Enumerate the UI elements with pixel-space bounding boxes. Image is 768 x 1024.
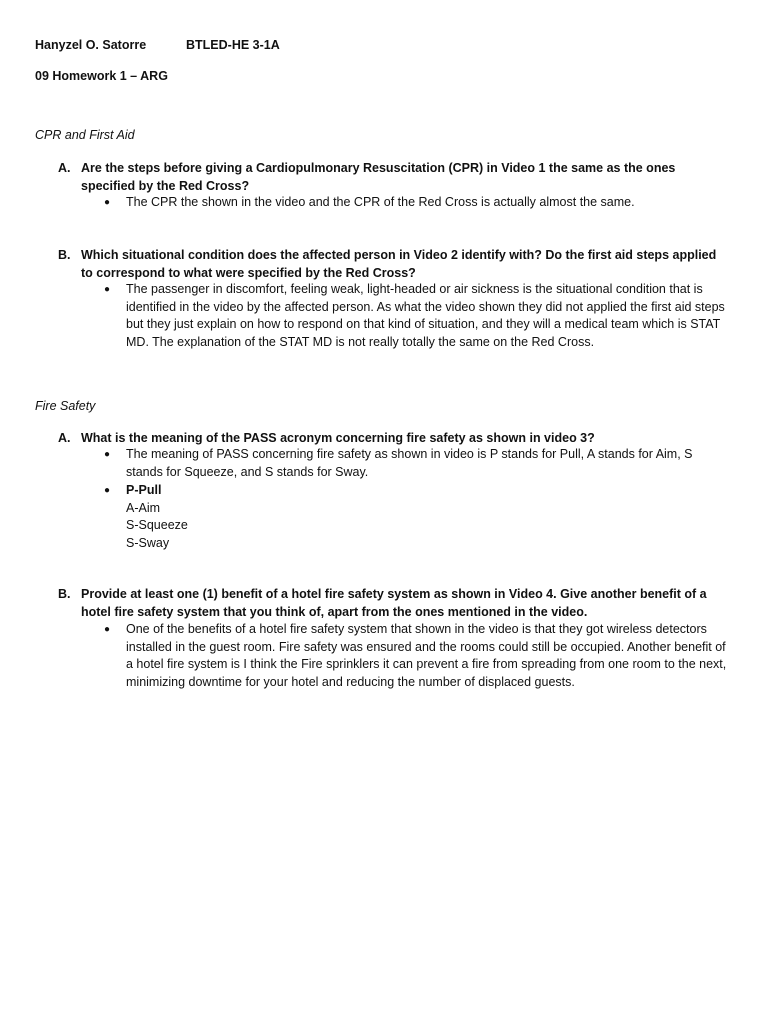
answer-text: The passenger in discomfort, feeling weak, light-headed or air sickness is the situational condition that is identified in the video by the affected person. As what the video shown they did not applied the first aid steps but they just explain on how to respond on that kind of situation, and they will a medical team which is STAT MD. The explanation of the STAT MD is not really totally the same on the Red Cross. bbox=[126, 282, 725, 349]
list-item: A-Aim bbox=[126, 500, 161, 515]
question-cpr-b bbox=[58, 246, 728, 282]
question-text: Provide at least one (1) benefit of a hotel fire safety system as shown in Video 4. Give another benefit of a hotel fire safety system that you think of, apart from the ones mentioned in the video. bbox=[81, 587, 707, 619]
bullet-icon: ● bbox=[104, 197, 111, 208]
question-fire-b bbox=[58, 585, 728, 621]
answer-text: The CPR the shown in the video and the CPR of the Red Cross is actually almost the same. bbox=[126, 195, 635, 209]
question-letter: A. bbox=[58, 161, 71, 175]
question-letter: A. bbox=[58, 431, 71, 445]
pass-acronym-list bbox=[104, 482, 729, 552]
answer-text: The meaning of PASS concerning fire safety as shown in video is P stands for Pull, A stands for Aim, S stands for Squeeze, and S stands for Sway. bbox=[126, 447, 693, 479]
question-text: Are the steps before giving a Cardiopulmonary Resuscitation (CPR) in Video 1 the same as the ones specified by the Red Cross? bbox=[81, 161, 676, 193]
question-letter: B. bbox=[58, 248, 71, 262]
section-title-cpr: CPR and First Aid bbox=[35, 128, 135, 142]
bullet-icon: ● bbox=[104, 624, 111, 635]
bullet-icon: ● bbox=[104, 449, 111, 460]
answer-fire-a bbox=[104, 446, 729, 481]
bullet-icon: ● bbox=[104, 485, 111, 496]
answer-cpr-b bbox=[104, 281, 729, 351]
question-text: Which situational condition does the affected person in Video 2 identify with? Do the first aid steps applied to correspond to what were specified by the Red Cross? bbox=[81, 248, 717, 280]
student-section: BTLED-HE 3-1A bbox=[186, 38, 280, 52]
answer-fire-b bbox=[104, 621, 729, 691]
homework-title: 09 Homework 1 – ARG bbox=[35, 69, 168, 83]
question-fire-a bbox=[58, 429, 728, 447]
student-name: Hanyzel O. Satorre bbox=[35, 38, 147, 52]
bullet-icon: ● bbox=[104, 284, 111, 295]
answer-cpr-a bbox=[104, 194, 729, 212]
answer-text: One of the benefits of a hotel fire safety system that shown in the video is that they got wireless detectors installed in the guest room. Fire safety was ensured and the rooms could still be occupied. Another benefit of a hotel fire system is I think the Fire sprinklers it can prevent a fire from spreading from one room to the next, minimizing downtime for your hotel and reducing the number of displaced guests. bbox=[126, 622, 727, 689]
list-item: S-Sway bbox=[126, 535, 170, 550]
question-text: What is the meaning of the PASS acronym concerning fire safety as shown in video 3? bbox=[81, 431, 595, 445]
list-item: P-Pull bbox=[126, 483, 162, 497]
list-item: S-Squeeze bbox=[126, 518, 188, 533]
question-cpr-a bbox=[58, 159, 728, 195]
section-title-fire-safety: Fire Safety bbox=[35, 399, 96, 413]
question-letter: B. bbox=[58, 587, 71, 601]
